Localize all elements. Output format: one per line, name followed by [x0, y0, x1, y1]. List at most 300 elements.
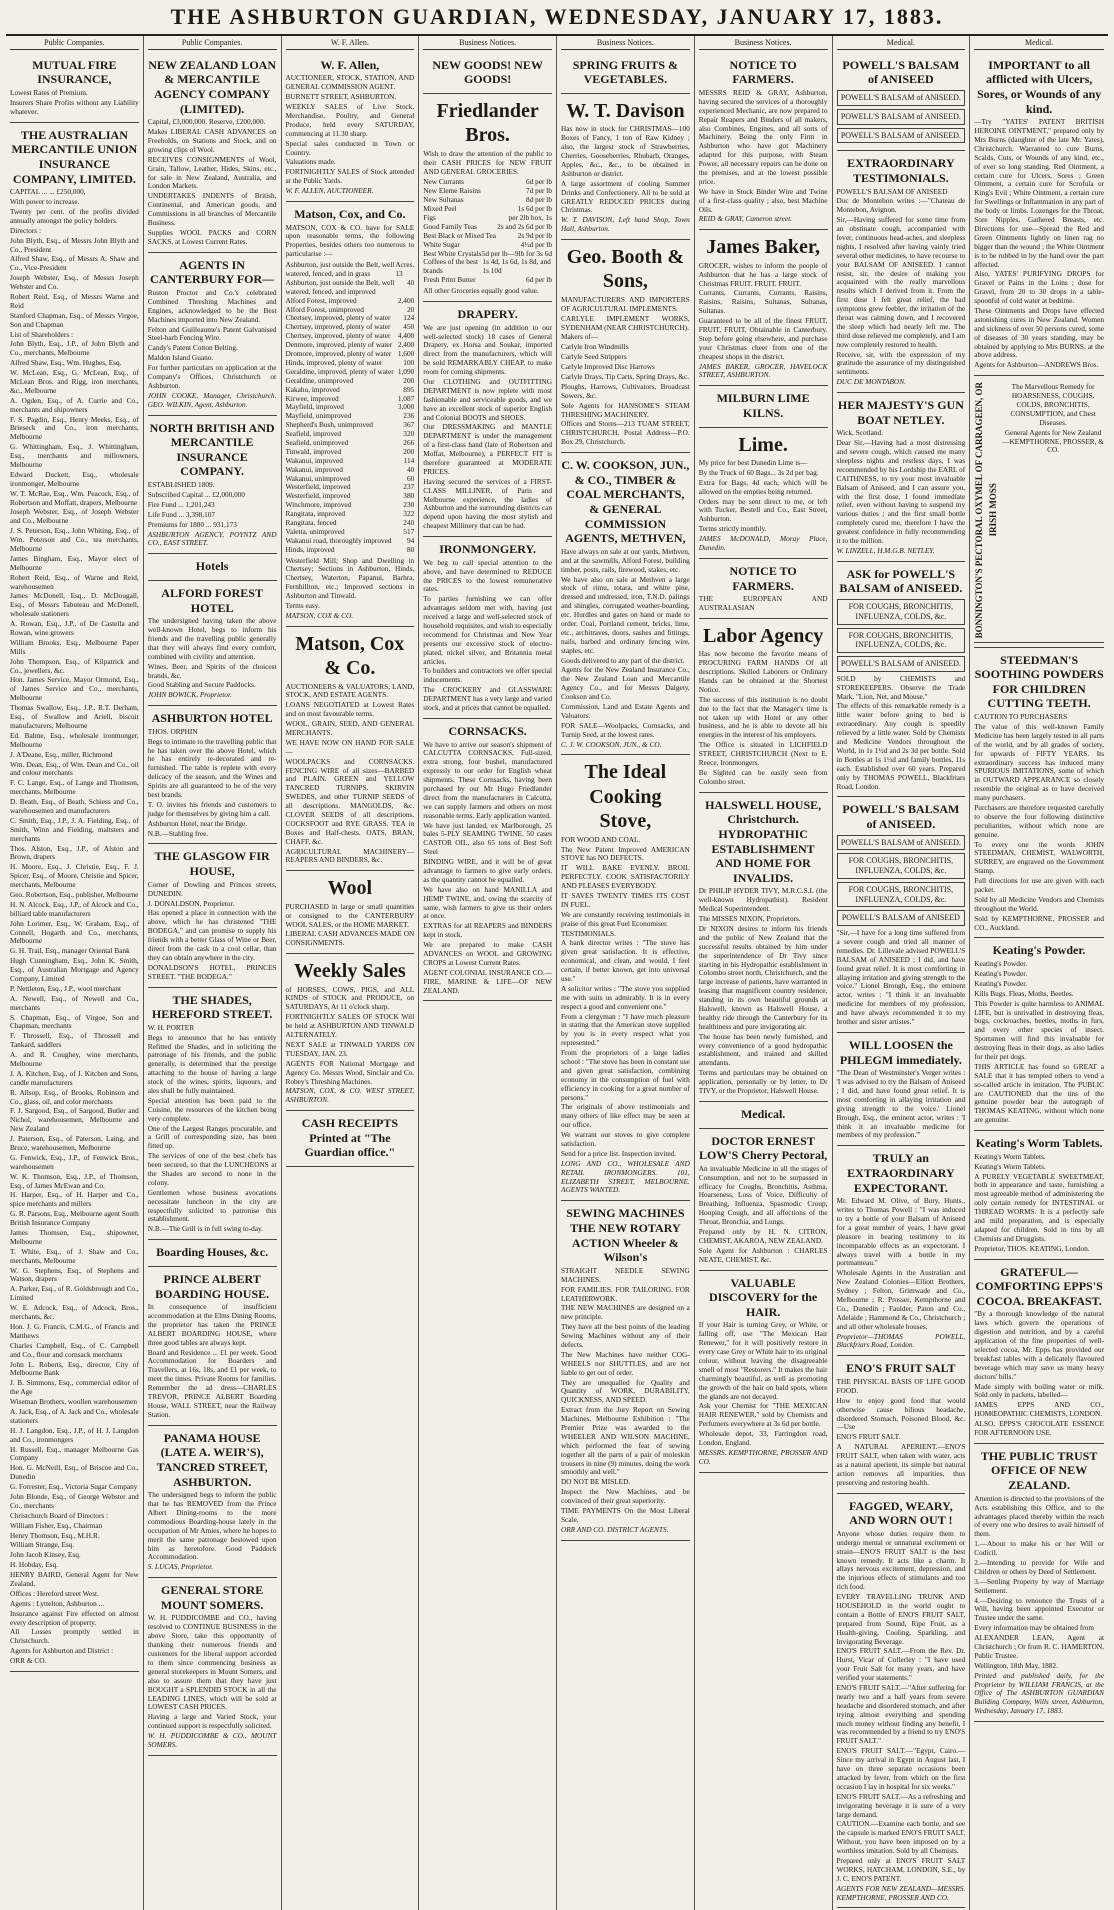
ad-line: Having a large and Varied Stock, your continued support is respectfully solicited.: [147, 1712, 277, 1731]
ad-title: STEEDMAN'S SOOTHING POWDERS FOR CHILDREN CUTTING TEETH.: [974, 652, 1104, 711]
item-label: Coffees of the best brands: [423, 257, 479, 276]
advertisement: [561, 94, 690, 240]
advertisement: [561, 1201, 690, 1540]
item-value: 1,090: [397, 366, 415, 376]
ad-signature: JOHN BOWICK, Proprietor.: [147, 690, 232, 700]
ad-line: 3.—Settling Property by way of Marriage Settlement.: [974, 1576, 1104, 1595]
ad-signature: Printed and published daily, for the Proprietor by WILLIAM FRANCIS, at the Office of The ASHBURTON GUARDIAN Building Company, Wills street, Ashburton, Wednesday, January 17, 1883.: [974, 1670, 1104, 1716]
ad-line: Hon. James Service, Mayor Ormond, Esq., of James Service and Co., merchants, Melbourne: [10, 675, 139, 703]
ad-line: Agents for the New Zealand Insurance Co., the New Zealand Loan and Mercantile Agency Co., and for Messrs Dalgety, Cookson and Co.: [561, 665, 690, 702]
ad-line: Terms easy.: [285, 600, 320, 610]
ad-title: THE AUSTRALIAN MERCANTILE UNION INSURANCE COMPANY, LIMITED.: [11, 127, 138, 186]
ad-title: Boarding Houses, &c.: [156, 1245, 269, 1260]
ad-line: John Jacob Kinsey, Esq.: [10, 1550, 81, 1560]
ad-line: The originals of above testimonials and many others of like effect may be seen at our office.: [561, 1102, 690, 1130]
ad-line: IT SAVES TWENTY TIMES ITS COST IN FUEL.: [561, 890, 690, 909]
ad-line: Inspect the New Machines, and be convinced of their great superiority.: [561, 1487, 690, 1506]
ad-title: Medical.: [740, 1106, 786, 1121]
column-header: Business Notices.: [699, 38, 828, 50]
ad-line: Lowest Rates of Premium.: [10, 88, 88, 97]
item-label: New Sultanas: [423, 195, 464, 205]
ad-line: Agents for Ashburton and District :: [10, 1646, 114, 1656]
item-label: Wakanui, unimproved: [285, 473, 351, 483]
column-5: [557, 36, 695, 1910]
item-value: 322: [403, 509, 415, 519]
ad-line: Capital, £3,000,000. Reserve, £200,000.: [147, 117, 266, 127]
ad-line: PURCHASED in large or small quantities or consigned to the CANTERBURY WOOL SALES, or the HOME MARKET.: [285, 901, 415, 929]
ad-line: "Sir,—I have for a long time suffered from a severe cough and tried all manner of remedies. Dr. Lillevale advised POWELL'S BALSAM of ANISEED ; I did, and have found great relief. It is most comforting in allaying irritation and giving strength to the voice." Lionel Brough, Esq., the eminent actor, writes : "I think it an invaluable medicine for members of my profession, and have always recommended it to my brother and sister artistes.": [836, 928, 966, 1027]
ad-line: Directors :: [10, 225, 42, 235]
ad-signature: MATSON, COX & CO.: [285, 610, 354, 620]
advertisement: [837, 1033, 966, 1146]
advertisement: [561, 755, 690, 1201]
item-value: 2s and 2s 6d per lb: [497, 221, 552, 231]
item-value: 236: [403, 411, 415, 421]
item-label: Seafield, unimproved: [285, 437, 349, 447]
advertisement: [561, 240, 690, 453]
advertisement: [423, 94, 552, 302]
item-value: 4,400: [397, 331, 415, 341]
ad-line: Extra for Bags, 4d each, which will be allowed on the empties being returned.: [698, 477, 828, 496]
advertisement: [699, 1271, 828, 1473]
ad-line: Full directions for use are given with each packet.: [974, 876, 1104, 894]
column-3: [282, 36, 420, 1910]
ad-line: NEXT SALE at TINWALD YARDS ON TUESDAY, JAN. 23.: [285, 1039, 415, 1058]
item-label: Wakanui, improved: [285, 464, 343, 474]
ad-line: The Marvellous Remedy for HOARSENESS, COUGHS, COLDS, BRONCHITIS, CONSUMPTION, and Chest Diseases.: [1010, 382, 1096, 427]
ad-title: Wool: [327, 877, 373, 900]
ad-title: The Ideal Cooking Stove,: [584, 761, 667, 833]
ad-title: TRULY an EXTRAORDINARY EXPECTORANT.: [847, 1151, 955, 1195]
advertisement: [148, 581, 277, 706]
ad-line: UNDERTAKES INDENTS of British, Continental, and American goods, and Commissions in all branches of Mercantile Business.: [147, 191, 277, 228]
price-list-item: [423, 276, 552, 285]
ad-line: Insurance against Fire effected on almost every description of property.: [10, 1608, 139, 1627]
newspaper-columns: [6, 36, 1108, 1902]
ad-line: We have to arrive our season's shipment of CALCUTTA CORNSACKS, Full-sized, extra strong, four bushel, manufactured expressly to our order for English wheat shipments. These Cornsacks, having been purchased by our Mr Hugo Friedlander direct from the manufacturers in Calcutta, we can supply farmers and others on most reasonable terms. Early application wanted.: [423, 739, 552, 820]
ad-line: John Blyth, Esq., J.P., of John Blyth and Co., merchants, Melbourne: [10, 339, 139, 358]
ad-line: Goods delivered to any part of the district.: [561, 655, 685, 665]
ad-line: Edward Duckett, Esq., wholesale ironmonger, Melbourne: [10, 469, 139, 488]
advertisement: [974, 376, 1104, 647]
column-1: [6, 36, 144, 1910]
ad-title: MUTUAL FIRE INSURANCE,: [32, 57, 117, 87]
ad-line: Made simply with boiling water or milk. Sold only in packets, labelled—: [974, 1381, 1104, 1400]
ad-title: ASK for POWELL'S BALSAM of ANISEED.: [839, 566, 963, 596]
ad-title: MILBURN LIME KILNS.: [716, 391, 810, 420]
ad-line: ENO'S FRUIT SALT.—"After suffering for nearly two and a half years from severe headache and disordered stomach, and after trying almost everything and spending much money without finding any benefit, I was recommended by a friend to try ENO'S FRUIT SALT.": [836, 1683, 966, 1746]
ad-line: James Thomson, Esq., shipowner, Melbourne: [10, 1228, 139, 1246]
advertisement: [148, 554, 277, 581]
ad-line: F. Throssell, Esq., of Throssell and Tankard, saddlers: [10, 1031, 139, 1050]
ad-line: A. Parker, Esq., of R. Goldsbrough and Co., Limited: [10, 1284, 139, 1303]
ad-title: NEW GOODS! NEW GOODS!: [432, 57, 543, 87]
advertisement: [148, 53, 277, 253]
ad-signature: W. H. PUDDICOMBE & CO., MOUNT SOMERS.: [147, 1731, 277, 1749]
ad-title: CORNSACKS.: [448, 723, 527, 738]
ad-line: Offices : Hereford street West.: [10, 1588, 99, 1598]
ad-line: H. J. Langdon, Esq., J.P., of H. J. Langdon and Co., ironmongers: [10, 1425, 139, 1444]
ad-line: Wm. Dean, Esq., of Wm. Dean and Co., oil and colour merchants: [10, 759, 139, 778]
ad-title: Geo. Booth & Sons,: [566, 246, 684, 293]
item-value: 114: [403, 455, 415, 465]
ad-line: T. O. invites his friends and customers to judge for themselves by giving him a call.: [147, 799, 277, 818]
ad-line: Makes LIBERAL CASH ADVANCES on Freeholds, on Stations and Stock, and on growing clips of Wool.: [147, 127, 277, 154]
item-label: Chertsey, improved, plenty of water: [285, 313, 391, 323]
ad-signature: JAMES McDONALD, Moray Place, Dunedin.: [698, 534, 828, 552]
ad-line: W. H. PUDDICOMBE and CO., having resolved to CONTINUE BUSINESS in the above Store, take this opportunity of thanking their numerous friends and customers for the liberal support accorded to them since commencing business as general storekeepers in Mount Somers, and also to assure them that they have just BOUGHT a SPLENDID STOCK in all the LEADING LINES, which will be sold at LOWEST CASH PRICES.: [147, 1613, 277, 1712]
ad-signature: AGENTS FOR NEW ZEALAND—MESSRS. KEMPTHORNE, PROSSER AND CO.: [836, 1883, 966, 1902]
item-label: New Currants: [423, 177, 464, 187]
ad-line: WOOLPACKS and CORNSACKS. FENCING WIRE of all sizes—BARBED and PLAIN. GREEN and YELLOW TANCRED TURNIPS. SKIRVIN SWEDES, and other TURNIP SEEDS of all descriptions. MANGOLDS, &c. CLOVER SEEDS of all descriptions. COCKSFOOT and RYE GRASS. TEA in Boxes and Half-chests. OATS, BRAN, CHAFF, &c.: [285, 756, 415, 846]
ad-line: AUCTIONEERS & VALUATORS, LAND, STOCK, AND ESTATE AGENTS.: [285, 681, 415, 700]
advertisement: [974, 1260, 1104, 1444]
ad-line: WEEKLY SALES of Live Stock, Merchandise, Poultry, and General Produce, held every SATURDAY, commencing at 11.30 sharp.: [285, 102, 415, 138]
advertisement: [423, 537, 552, 719]
ad-line: For further particulars on application at the Company's Offices, Christchurch or Ashburton.: [147, 363, 277, 390]
ad-title: AGENTS IN CANTERBURY FOR—: [150, 257, 275, 287]
advertisement: [148, 1267, 277, 1426]
item-label: Hinds, improved: [285, 544, 335, 554]
ad-line: W. McLean, Esq., G. McLean, Esq., of McLean Bros. and Rigg, iron merchants, &c., Melbourne: [10, 368, 139, 395]
column-2: [144, 36, 282, 1910]
item-value: 895: [403, 384, 415, 394]
column-header: Public Companies.: [148, 38, 277, 50]
item-label: Mayfield, improved: [285, 402, 344, 412]
ad-title: NEW ZEALAND LOAN & MERCANTILE AGENCY COMPANY (LIMITED).: [148, 57, 277, 116]
ad-line: JAMES EPPS AND CO., HOMŒOPATHIC CHEMISTS, LONDON.: [974, 1400, 1104, 1419]
ad-line: Wholesale Agents in the Australian and New Zealand Colonies—Elliott Brothers, Sydney ; Felton, Grimwade and Co., Melbourne ; R. Prosser, Kempthorne and Co., Dunedin ; Faulder, Paton and Co., Adelaide ; Hammond & Co., Christchurch ; and all other wholesale houses.: [836, 1268, 966, 1331]
ad-line: Our CLOTHING and OUTFITTING DEPARTMENT is now replete with most fashionable and serviceable goods, and we have an excellent stock of superior English and Colonial BOOTS and SHOES.: [423, 377, 552, 422]
ad-line: Terms and particulars may be obtained on application, personally or by letter, to Dr TIVY, or the Proprietor, Halswell House.: [698, 1068, 828, 1095]
ad-line: All other Groceries equally good value.: [423, 286, 539, 296]
ad-signature: REID & GRAY, Cameron street.: [698, 214, 792, 224]
item-value: 60: [406, 473, 415, 483]
ad-title: NOTICE TO FARMERS.: [729, 563, 797, 593]
ad-line: RECEIVES CONSIGNMENTS of Wool, Grain, Tallow, Leather, Hides, Skins, etc., for sale in New Zealand, Australia, and London Markets.: [147, 154, 277, 191]
advertisement: [423, 719, 552, 1002]
price-list: [423, 178, 552, 285]
ad-line: John Lorimer, Esq., W. Graham, Esq., of Connell, Hogarth and Co., merchants, Melbourne: [10, 918, 139, 946]
boxed-slogan: POWELL'S BALSAM of ANISEED.: [837, 656, 966, 672]
item-label: Kakahu, improved: [285, 384, 340, 394]
advertisement: [10, 123, 139, 1672]
ad-title: Matson, Cox, and Co.: [294, 206, 406, 221]
advertisement: [699, 559, 828, 619]
ad-title: IMPORTANT to all afflicted with Ulcers, Sores, or Wounds of any kind.: [976, 57, 1102, 116]
item-value: 3,000: [397, 402, 415, 412]
ad-line: Fire Fund ... 1,201,243: [147, 499, 215, 509]
ad-line: The effects of this remarkable remedy is a little water before going to bed is extraordinary. Any cough is speedily relieved by a little water. Sold by Chemists and Medicine Vendors throughout the World, in 1s 1½d and 2s 3d per bottle. Sold in Bottles at 1s 1½d and family bottles, 11s each. Established over 60 years. Prepared only by THOMAS POWELL, Blackfriars Road, London.: [836, 701, 966, 791]
ad-title: FAGGED, WEARY, AND WORN OUT !: [849, 1498, 953, 1528]
ad-line: Guaranteed to be all of the finest FRUIT, FRUIT, FRUIT, Obtainable in Canterbury. Step before going elsewhere, and purchase your Christmas cheer from one of the cheapest shops in the district.: [698, 316, 828, 361]
ad-signature: JOHN COOKE, Manager, Christchurch. GEO. WILKIN, Agent, Ashburton.: [147, 390, 277, 409]
ad-line: MESSRS REID & GRAY, Ashburton, having secured the services of a thoroughly experienced Mechanic, are now prepared to Repair Reapers and Binders of all makers, also Combines, Engines, and all sorts of Machinery. Being the only Firm in Ashburton who have got Machinery adapted for this purpose, with Steam Power, all necessary repairs can be done on the premises, and at the lowest possible price.: [698, 88, 828, 186]
ad-line: An invaluable Medicine in all the stages of Consumption, and not to be surpassed in efficacy for Coughs, Bronchitis, Asthma, Hoarseness, Loss of Voice, Difficulty of Breathing, Influenza, Spasmodic Croup, Hooping Cough, and all affections of the Throat, Bronchia, and Lungs.: [698, 1163, 828, 1227]
item-label: Good Family Teas: [423, 221, 477, 231]
price-list-item: [286, 261, 415, 279]
advertisement: [286, 627, 415, 872]
ad-line: We warrant our stoves to give complete satisfaction.: [561, 1130, 690, 1149]
ad-title: WILL LOOSEN the PHLEGM immediately.: [839, 1037, 962, 1067]
ad-line: Thomas Swallow, Esq., J.P., R.T. Derham, Esq., of Swallow and Ariell, biscuit manufacturers, Melbourne: [10, 703, 139, 730]
ad-line: CAUTION TO PURCHASERS: [974, 712, 1068, 722]
ad-title: POWELL'S BALSAM of ANISEED: [842, 57, 960, 87]
ad-line: Carlyle Seed Strippers: [561, 352, 627, 362]
advertisement: [286, 53, 415, 202]
ad-title: HALSWELL HOUSE, Christchurch. HYDROPATHIC ESTABLISHMENT AND HOME FOR INVALIDS.: [705, 797, 822, 885]
advertisement: [286, 954, 415, 1111]
ad-line: Have always on sale at our yards, Methven, and at the sawmills, Alford Forest, building timber, posts, rails, firewood, stakes, etc.: [561, 546, 690, 574]
ad-line: Insurers Share Profits without any Liability whatever.: [10, 97, 139, 116]
ad-line: Wholesale depot, 33, Farringdon road, London, England.: [698, 1429, 828, 1448]
ad-line: 1.—About to make his or her Will or Codicil.: [974, 1539, 1104, 1558]
ad-line: The success of this institution is no doubt due to the fact that the Manager's time is not taken up with Hotel or any other business, and he is able to devote all his energies in the interest of his employers.: [698, 694, 828, 740]
ad-line: "By a thorough knowledge of the natural laws which govern the operations of digestion and nutrition, and by a careful application of the fine properties of well-selected cocoa, Mr. Epps has provided our breakfast tables with a delicately flavoured beverage which may save us many heavy doctors' bills.": [974, 1309, 1104, 1381]
ad-line: Keating's Powder.: [974, 959, 1028, 969]
advertisement: [837, 1356, 966, 1493]
ad-line: We have also on hand MANILLA and HEMP TWINE, and, owing the scarcity of same, wish farmers to give us their orders at once.: [423, 884, 552, 921]
ad-signature: LONG AND CO., WHOLESALE AND RETAIL IRONMONGERS. 101, ELIZABETH STREET, MELBOURNE. AGENTS WANTED.: [561, 1158, 690, 1195]
item-value: 4½d per lb: [520, 239, 552, 249]
ad-line: Maldon Island Guano.: [147, 353, 214, 363]
ad-title: DRAPERY.: [457, 307, 518, 322]
ad-line: Commission, Land and Estate Agents and Valuators.: [561, 702, 690, 720]
item-label: Fresh Print Butter: [423, 275, 476, 285]
ad-line: GROCER, wishes to inform the people of Ashburton that he has a large stock of Christmas FRUIT. FRUIT. FRUIT.: [698, 260, 828, 288]
boxed-slogan: POWELL'S BALSAM of ANISEED.: [837, 128, 966, 144]
ad-line: How to enjoy good food that would otherwise cause bilious headache, disordered Stomach, Poisoned Blood, &c.—Use: [836, 1395, 966, 1432]
column-header: W. F. Allen.: [286, 38, 415, 50]
ad-line: Ploughs, Harrows, Cultivators, Broadcast Sowers, &c.: [561, 381, 690, 400]
item-value: 1,087: [397, 393, 415, 403]
ad-line: EVERY TRAVELLING TRUNK AND HOUSEHOLD in the world ought to contain a Bottle of ENO'S FRUIT SALT, prepared from Sound, Ripe Fruit, as a Health-giving, Cooling, Sparkling, and Invigorating Beverage.: [836, 1592, 966, 1646]
ad-line: A PURELY VEGETABLE SWEETMEAT, both in appearance and taste, furnishing a most agreeable method of administering the only certain remedy for INTESTINAL or THREAD WORMS. It is a perfectly safe and mild preparation, and is especially adapted for children. Sold in tins by all Chemists and Druggists.: [974, 1171, 1104, 1243]
item-label: Dromore, improved, plenty of water: [285, 349, 392, 359]
ad-line: William Strange, Esq.: [10, 1540, 75, 1550]
ad-line: J. DONALDSON, Proprietor.: [147, 898, 235, 908]
ad-title: Weekly Sales: [294, 960, 406, 983]
ad-line: P. Nettleton, Esq., J.P., wool merchant: [10, 983, 122, 993]
column-header: Business Notices.: [561, 38, 690, 50]
item-value: 6d per lb: [526, 177, 552, 187]
ad-line: N.B.—The Grill is in full swing to-day.: [147, 1224, 264, 1234]
advertisement: [148, 1426, 277, 1579]
ad-line: These Ointments and Drops have effected astonishing cures in New Zealand. Women and sickness of over 50 persons cured, some of diseases of 30 years standing, may be obtained by applying to Mrs BURNS, at the above address.: [974, 305, 1104, 360]
ad-title: Friedlander Bros.: [436, 100, 539, 147]
ad-line: Alfred Shaw, Esq., of Messrs A. Shaw and Co., Vice-President: [10, 254, 139, 273]
ad-title: CASH RECEIPTS Printed at "The Guardian office.": [301, 1116, 399, 1160]
ad-line: The New Machines have neither COG-WHEELS nor SHUTTLES, and are not liable to get out of order.: [561, 1349, 690, 1377]
item-value: 94: [406, 535, 415, 545]
ad-line: Ask your Chemist for "THE MEXICAN HAIR RENEWER," sold by Chemists and Perfumers everywhere at 3s 6d per bottle.: [698, 1401, 828, 1429]
ad-line: CAUTION.—Examine each bottle, and see the capsule is marked ENO'S FRUIT SALT. Without, you have been imposed on by a worthless imitation. Sold by all Chemists.: [836, 1819, 966, 1856]
ad-line: W. E. Adcock, Esq., of Adcock, Bros., merchants, &c.: [10, 1303, 139, 1322]
ad-line: A solicitor writes : "The stove you supplied me with suits us admirably. It is in every respect a good and convenient one.": [561, 983, 690, 1011]
item-value: 7d per lb: [526, 186, 552, 196]
ad-line: Sole Agents for HANSOME'S STEAM THRESHING MACHINERY.: [561, 400, 690, 419]
item-label: Ashburton, just outside the Belt, well watered, fenced, and improved: [285, 277, 395, 296]
item-label: Best White Crystals: [423, 248, 482, 258]
column-header: Medical.: [974, 38, 1104, 50]
ad-title: THE SHADES, HEREFORD STREET.: [151, 992, 273, 1022]
ad-line: Joseph Webster, Esq., of Messrs Joseph Webster and Co.: [10, 273, 139, 292]
advertisement: [837, 53, 966, 152]
ad-signature: MESSRS. KEMPTHORNE, PROSSER AND CO.: [698, 1447, 828, 1466]
ad-line: Purchasers are therefore requested carefully to observe the four following distinctive peculiarities, without which none are genuine.: [974, 802, 1104, 839]
ad-line: Proprietor, THOS. KEATING, London.: [974, 1243, 1090, 1253]
ad-signature: JAMES BAKER, GROCER, HAVELOCK STREET, ASHBURTON.: [698, 361, 828, 380]
ad-title: Keating's Worm Tablets.: [975, 1136, 1103, 1151]
ad-line: BURNETT STREET, ASHBURTON.: [285, 92, 397, 102]
advertisement: [837, 1146, 966, 1356]
ad-line: Agents for Ashburton—ANDREWS Bros.: [974, 360, 1099, 370]
item-label: Tinwald, improved: [285, 446, 342, 456]
ad-line: Keating's Powder.: [974, 968, 1028, 978]
ad-line: Sir,—Having suffered for some time from an obstinate cough, accompanied with fever, continuous head-aches, and sleepless nights, I resolved after having vainly tried several other medicines, to have recourse to your BALSAM OF ANISEED. I cannot resist, sir, the desire of making you acquainted with the really marvellous results which I derived from it. From the first dose I felt great relief, the bad symptoms grew feebler, the irritation of the throat was calming down, and I recovered the sleep which had nearly left me. The third dose relieved me completely, and I am now completely restored to health.: [836, 215, 966, 349]
advertisement: [974, 648, 1104, 939]
item-value: 80: [406, 544, 415, 554]
ad-line: EXTRAS for all REAPERS and BINDERS kept in stock.: [423, 921, 552, 940]
item-label: Geraldine, improved, plenty of water: [285, 366, 394, 376]
ad-line: Carlyle Drays, Tip Carts, Spring Drays, &c.: [561, 371, 690, 381]
ad-line: Begs to announce that he has entirely Refitted the Shades, and in soliciting the patronage of his friends, and the public generally, is determined that the prestige attaching to the house of having a large stock of the wines, spirits, liquours, and ales shall be fully maintained.: [147, 1032, 277, 1096]
advertisement: [837, 562, 966, 798]
ad-line: The MISSES NIXON, Proprietors.: [698, 914, 801, 924]
ad-line: Ashburton Hotel, near the Bridge.: [147, 818, 248, 828]
ad-line: F. C. Lange, Esq., of Lange and Thomson, merchants, Melbourne: [10, 778, 139, 797]
ad-line: R. Allsop, Esq., of Brooks, Robinson and Co., glass, oil, and color merchants: [10, 1087, 139, 1106]
advertisement: [286, 202, 415, 627]
item-value: 517: [403, 526, 415, 536]
ad-signature: Proprietor—THOMAS POWELL, Blackfriars Road, London.: [836, 1331, 966, 1350]
ad-line: John Blyth, Esq., of Messrs John Blyth and Co., President: [10, 235, 139, 254]
ad-line: The services of one of the best chefs has been secured, so that the LUNCHEONS at the Shades are second to none in the colony.: [147, 1151, 277, 1187]
ad-title: NOTICE TO FARMERS.: [729, 57, 797, 87]
ad-line: Charles Campbell, Esq., of C. Campbell and Co., flour and cornsack merchants: [10, 1340, 139, 1359]
ad-line: The value of this well-known Family Medicine has been largely tested in all parts of the world, and by all grades of society, for upwards of FIFTY YEARS. Its extraordinary success has induced many SPURIOUS IMITATIONS, some of which in OUTWARD APPEARANCE so closely resemble the original as to have deceived many purchasers.: [974, 721, 1104, 803]
ad-line: WOOL, GRAIN, SEED, AND GENERAL MERCHANTS.: [285, 719, 415, 737]
ad-line: TIME PAYMENTS On the Most Liberal Scale.: [561, 1506, 690, 1524]
advertisement: [837, 151, 966, 393]
ad-line: With power to increase.: [10, 197, 80, 207]
ad-line: ESTABLISHED 1809.: [147, 480, 215, 490]
advertisement: [286, 871, 415, 954]
advertisement: [148, 416, 277, 555]
ad-title: PRINCE ALBERT BOARDING HOUSE.: [155, 1271, 270, 1301]
ad-line: We are just opening (in addition to our well-selected stock) 18 cases of General Drapery, ex Horsa and Soukar, imported direct from the manufacturers, which will be sold REMARKABLY CHEAP, to make room for coming shipments.: [423, 322, 552, 377]
advertisement: [148, 988, 277, 1241]
ad-line: D. Beath, Esq., of Beath, Schiess and Co., warehousemen and manufacturers: [10, 797, 139, 815]
item-value: per 2lb box, 1s: [508, 213, 552, 223]
rotated-title: BONNINGTON'S PECTORAL OXYMEL OF CARRAGEEN, OR: [974, 382, 985, 639]
item-value: 237: [403, 482, 415, 492]
ad-line: A large assortment of cooling Summer Drinks and Confectionery. All to be sold at GREATLY REDUCED PRICES during Christmas.: [561, 178, 690, 215]
item-label: Ashburton, just outside the Belt, well watered, fenced, and in grass: [285, 260, 395, 279]
ad-line: CAPITAL ... ... £250,000,: [10, 187, 86, 197]
ad-line: IT WILL BAKE EVENLY. BROIL PERFECTLY. COOK SATISFACTORILY AND PLEASES EVERYBODY.: [561, 863, 690, 891]
ad-line: Extract from the Jury Report on Sewing Machines, Melbourne Exhibition : "The Premier Prize was awarded to the WHEELER AND WILSON MACHINE, which performed the feat of sewing together all the parts of a pair of moleskin trousers in nine (9) minutes, doing the work smoothly and well.": [561, 1405, 690, 1477]
item-label: Rangitata, fenced: [285, 517, 337, 527]
column-4: [419, 36, 557, 1910]
ad-line: List of Shareholders :: [10, 329, 74, 339]
ad-title: W. F. Allen,: [320, 57, 380, 72]
advertisement: [837, 393, 966, 562]
item-label: New Eleme Raisins: [423, 186, 481, 196]
ad-title: THE PUBLIC TRUST OFFICE OF NEW ZEALAND.: [980, 1448, 1098, 1493]
ad-line: James Bingham, Esq., Mayor elect of Melbourne: [10, 553, 139, 572]
ad-line: William Fisher, Esq., Chairman: [10, 1520, 103, 1530]
ad-title: C. W. COOKSON, JUN., & CO., TIMBER & COAL MERCHANTS, & GENERAL COMMISSION AGENTS, METHVEN,: [561, 458, 690, 546]
ad-line: Good Stabling and Secure Paddocks.: [147, 680, 256, 690]
ad-line: W. H. PORTER: [147, 1022, 195, 1032]
advertisement: [974, 938, 1104, 1131]
ad-line: H. Moore, Esq., J. Christie, Esq., F. J. Spicer, Esq., of Moore, Christie and Spicer, merchants, Melbourne: [10, 862, 139, 890]
ad-line: Joseph Webster, Esq., of Joseph Webster and Co., Melbourne: [10, 507, 139, 526]
ad-title: W. T. Davison: [566, 100, 685, 122]
ad-line: Wines, Beer, and Spirits of the choicest brands, &c.: [147, 661, 277, 680]
ad-line: The house has been newly furnished, and every convenience of a good hydropathic establishment, and trained and skilled attendants.: [698, 1031, 828, 1068]
ad-title: SEWING MACHINES THE NEW ROTARY ACTION Wheeler & Wilson's: [566, 1206, 685, 1265]
ad-line: Robert Reid, Esq., of Messrs Warne and Reid: [10, 291, 139, 310]
ad-signature: MATSON, COX, & CO. WEST STREET, ASHBURTON.: [285, 1086, 415, 1105]
ad-line: Gentlemen whose business avocations necessitate luncheon in the city are respectfully solicited to patronise this establishment.: [147, 1187, 277, 1224]
ad-line: Subscribed Capital ... £2,000,000: [147, 489, 246, 499]
item-label: Mixed Peel: [423, 204, 457, 214]
advertisement: [286, 1111, 415, 1167]
item-value: 2s 9d per lb: [517, 230, 552, 240]
item-value: 266: [403, 437, 415, 447]
ad-line: Felton and Guilleaume's Patent Galvanised Steel-barb Fencing Wire.: [147, 324, 277, 343]
ad-signature: W. F. ALLEN, AUCTIONEER.: [285, 186, 374, 196]
ad-line: They have all the best points of the leading Sewing Machines without any of their defects.: [561, 1322, 690, 1349]
ad-title: POWELL'S BALSAM of ANISEED.: [842, 802, 960, 832]
ad-line: Hugh Cunningham, Esq., John K. Smith, Esq., of Australian Mortgage and Agency Company, Limited: [10, 956, 139, 983]
ad-title: HER MAJESTY'S GUN BOAT NETLEY.: [837, 398, 964, 427]
advertisement: [561, 53, 690, 94]
advertisement: [699, 1102, 828, 1129]
ad-line: Be Sighted can be easily seen from Colombo street.: [698, 767, 828, 786]
ad-line: Wick, Scotland.: [836, 428, 884, 438]
ad-line: DO NOT BE MISLED.: [561, 1477, 631, 1487]
boxed-slogan: FOR COUGHS, BRONCHITIS, INFLUENZA, COLDS, &c.: [837, 853, 966, 879]
item-value: 1s 6d per lb: [517, 204, 552, 214]
ad-line: All Losses promptly settled in Christchurch.: [10, 1627, 139, 1646]
advertisement: [699, 230, 828, 386]
advertisement: [10, 53, 139, 123]
item-value: 8d per lb: [526, 195, 552, 205]
item-label: Winchmore, improved: [285, 500, 352, 510]
item-value: 1,600: [397, 349, 415, 359]
ad-line: Send for a price list. Inspection invited.: [561, 1148, 677, 1158]
item-label: Best Black or Mixed Tea: [423, 230, 496, 240]
ad-line: William Brooks, Esq., Melbourne Paper Mills: [10, 637, 139, 656]
ad-line: We have in Stock Binder Wire and Twine of a first-class quality ; also, best Machine Oils.: [698, 186, 828, 214]
ad-title: Keating's Powder.: [992, 943, 1086, 958]
ad-title: SPRING FRUITS & VEGETABLES.: [572, 57, 679, 87]
ad-line: The CROCKERY and GLASSWARE DEPARTMENT has a very large and varied stock, and at prices that cannot be equalled.: [423, 685, 552, 713]
ad-line: Wish to draw the attention of the public to their CASH PRICES for NEW FRUIT AND GENERAL GROCERIES.: [423, 148, 552, 176]
ad-line: AGENTS FOR National Mortgage and Agency Co. Messrs Wood, Sinclair and Co. Robey's Threshing Machines.: [285, 1058, 415, 1086]
item-value: 100: [403, 357, 415, 367]
ad-line: J. B. Simmons, Esq., commercial editor of the Age: [10, 1378, 139, 1397]
ad-line: Has opened a place in connection with the above, which he has christened "THE BODEGA," and can promise to supply his friends with a better Glass of Wine or Beer, direct from the cask in a cool cellar, than they can obtain anywhere in the city.: [147, 908, 277, 962]
ad-line: Westerfield Mill; Shop and Dwelling in Chertsey; Sections in Ashburton, Hinds, Chertsey, Waterton, Papanui, Barhra, Fernhillton, etc.; Improved sections in Ashburton and Tinwald.: [285, 555, 415, 601]
advertisement: [837, 797, 966, 1033]
ad-line: ENO'S FRUIT SALT.—As a refreshing and invigorating beverage it is sure of a very large demand.: [836, 1791, 966, 1819]
ad-line: One of the Largest Ranges procurable, and a Grill of corresponding size, has been fitted up.: [147, 1123, 277, 1151]
ad-line: FOR WOOD AND COAL.: [561, 834, 641, 844]
